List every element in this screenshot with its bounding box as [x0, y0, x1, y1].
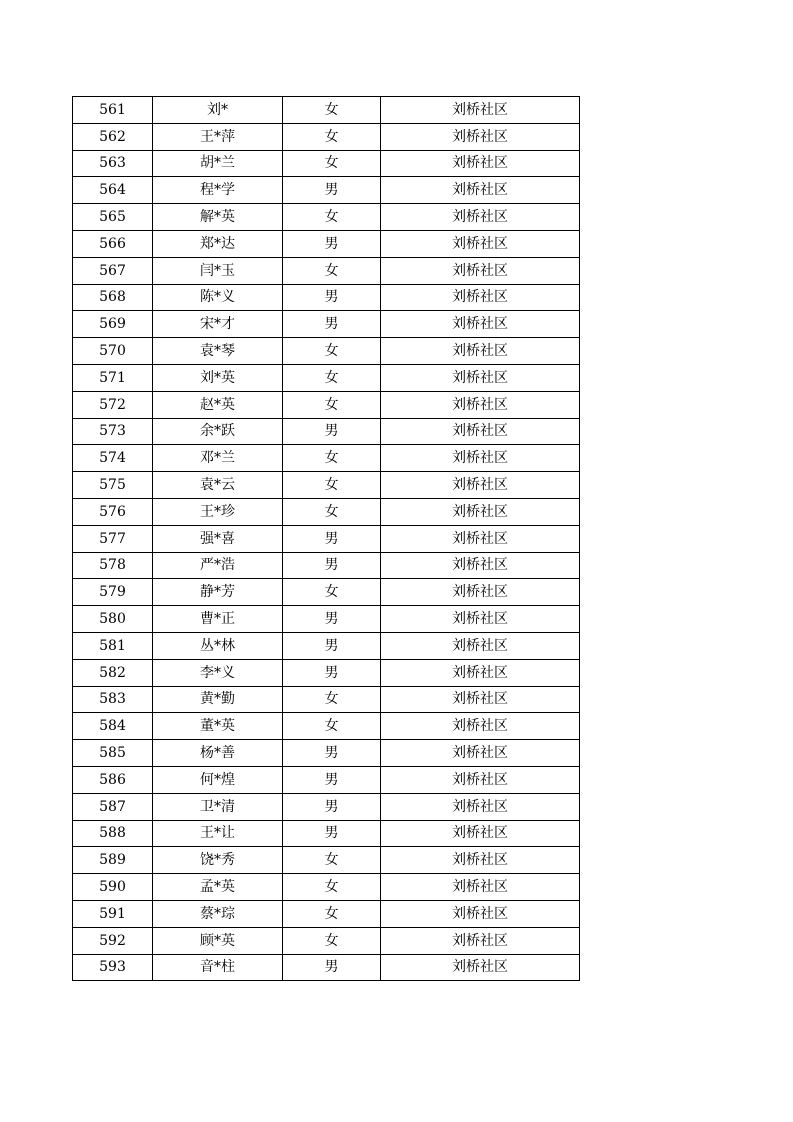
row-number-cell: 562 — [73, 123, 153, 150]
gender-cell: 男 — [283, 820, 381, 847]
row-number-cell: 570 — [73, 338, 153, 365]
row-number-cell: 571 — [73, 364, 153, 391]
table-row — [73, 123, 580, 150]
row-number-cell: 574 — [73, 445, 153, 472]
table-row — [73, 525, 580, 552]
gender-cell: 男 — [283, 311, 381, 338]
table-row — [73, 311, 580, 338]
community-cell: 刘桥社区 — [381, 525, 580, 552]
gender-cell: 女 — [283, 445, 381, 472]
name-cell: 严*浩 — [153, 552, 283, 579]
name-cell: 程*学 — [153, 177, 283, 204]
table-row — [73, 659, 580, 686]
table-row — [73, 820, 580, 847]
name-cell: 顾*英 — [153, 927, 283, 954]
gender-cell: 女 — [283, 900, 381, 927]
gender-cell: 男 — [283, 525, 381, 552]
table-row — [73, 97, 580, 124]
name-cell: 宋*才 — [153, 311, 283, 338]
gender-cell: 女 — [283, 686, 381, 713]
name-cell: 杨*善 — [153, 740, 283, 767]
row-number-cell: 568 — [73, 284, 153, 311]
community-cell: 刘桥社区 — [381, 338, 580, 365]
name-cell: 郑*达 — [153, 230, 283, 257]
gender-cell: 男 — [283, 606, 381, 633]
table-row — [73, 766, 580, 793]
row-number-cell: 578 — [73, 552, 153, 579]
community-cell: 刘桥社区 — [381, 927, 580, 954]
gender-cell: 女 — [283, 927, 381, 954]
name-cell: 李*义 — [153, 659, 283, 686]
community-cell: 刘桥社区 — [381, 766, 580, 793]
gender-cell: 女 — [283, 257, 381, 284]
community-cell: 刘桥社区 — [381, 713, 580, 740]
row-number-cell: 576 — [73, 498, 153, 525]
gender-cell: 女 — [283, 391, 381, 418]
gender-cell: 女 — [283, 472, 381, 499]
community-cell: 刘桥社区 — [381, 150, 580, 177]
table-row — [73, 445, 580, 472]
row-number-cell: 572 — [73, 391, 153, 418]
table-row — [73, 713, 580, 740]
name-cell: 董*英 — [153, 713, 283, 740]
table-row — [73, 284, 580, 311]
row-number-cell: 564 — [73, 177, 153, 204]
table-row — [73, 391, 580, 418]
row-number-cell: 565 — [73, 204, 153, 231]
table-row — [73, 364, 580, 391]
gender-cell: 男 — [283, 766, 381, 793]
row-number-cell: 580 — [73, 606, 153, 633]
row-number-cell: 586 — [73, 766, 153, 793]
name-cell: 蔡*琮 — [153, 900, 283, 927]
gender-cell: 女 — [283, 97, 381, 124]
table-row — [73, 632, 580, 659]
gender-cell: 男 — [283, 552, 381, 579]
table-row — [73, 338, 580, 365]
name-cell: 曹*正 — [153, 606, 283, 633]
gender-cell: 男 — [283, 954, 381, 981]
community-cell: 刘桥社区 — [381, 97, 580, 124]
name-cell: 丛*林 — [153, 632, 283, 659]
community-cell: 刘桥社区 — [381, 874, 580, 901]
table-row — [73, 472, 580, 499]
table-row — [73, 606, 580, 633]
row-number-cell: 581 — [73, 632, 153, 659]
name-cell: 黄*勤 — [153, 686, 283, 713]
table-row — [73, 498, 580, 525]
gender-cell: 男 — [283, 740, 381, 767]
table-row — [73, 204, 580, 231]
community-cell: 刘桥社区 — [381, 740, 580, 767]
row-number-cell: 593 — [73, 954, 153, 981]
table-row — [73, 686, 580, 713]
row-number-cell: 583 — [73, 686, 153, 713]
row-number-cell: 575 — [73, 472, 153, 499]
row-number-cell: 561 — [73, 97, 153, 124]
community-cell: 刘桥社区 — [381, 445, 580, 472]
gender-cell: 女 — [283, 713, 381, 740]
table-row — [73, 847, 580, 874]
row-number-cell: 582 — [73, 659, 153, 686]
name-cell: 音*柱 — [153, 954, 283, 981]
community-cell: 刘桥社区 — [381, 632, 580, 659]
community-cell: 刘桥社区 — [381, 257, 580, 284]
community-cell: 刘桥社区 — [381, 123, 580, 150]
name-cell: 何*煌 — [153, 766, 283, 793]
gender-cell: 女 — [283, 364, 381, 391]
gender-cell: 女 — [283, 150, 381, 177]
gender-cell: 女 — [283, 579, 381, 606]
name-cell: 王*萍 — [153, 123, 283, 150]
community-cell: 刘桥社区 — [381, 311, 580, 338]
community-cell: 刘桥社区 — [381, 579, 580, 606]
row-number-cell: 567 — [73, 257, 153, 284]
gender-cell: 男 — [283, 793, 381, 820]
table-row — [73, 793, 580, 820]
name-cell: 袁*琴 — [153, 338, 283, 365]
name-cell: 赵*英 — [153, 391, 283, 418]
name-cell: 胡*兰 — [153, 150, 283, 177]
community-cell: 刘桥社区 — [381, 364, 580, 391]
name-cell: 刘* — [153, 97, 283, 124]
community-cell: 刘桥社区 — [381, 418, 580, 445]
community-cell: 刘桥社区 — [381, 204, 580, 231]
row-number-cell: 566 — [73, 230, 153, 257]
gender-cell: 男 — [283, 418, 381, 445]
community-cell: 刘桥社区 — [381, 820, 580, 847]
row-number-cell: 585 — [73, 740, 153, 767]
table-row — [73, 552, 580, 579]
name-cell: 王*珍 — [153, 498, 283, 525]
row-number-cell: 592 — [73, 927, 153, 954]
table-row — [73, 579, 580, 606]
table-row — [73, 257, 580, 284]
name-cell: 王*让 — [153, 820, 283, 847]
name-cell: 袁*云 — [153, 472, 283, 499]
row-number-cell: 591 — [73, 900, 153, 927]
name-cell: 孟*英 — [153, 874, 283, 901]
table-row — [73, 230, 580, 257]
community-cell: 刘桥社区 — [381, 391, 580, 418]
row-number-cell: 590 — [73, 874, 153, 901]
gender-cell: 男 — [283, 632, 381, 659]
community-cell: 刘桥社区 — [381, 659, 580, 686]
community-cell: 刘桥社区 — [381, 472, 580, 499]
gender-cell: 男 — [283, 659, 381, 686]
gender-cell: 女 — [283, 874, 381, 901]
community-cell: 刘桥社区 — [381, 847, 580, 874]
row-number-cell: 563 — [73, 150, 153, 177]
gender-cell: 女 — [283, 338, 381, 365]
community-cell: 刘桥社区 — [381, 177, 580, 204]
roster-table-body — [73, 97, 580, 981]
name-cell: 陈*义 — [153, 284, 283, 311]
table-row — [73, 874, 580, 901]
name-cell: 静*芳 — [153, 579, 283, 606]
community-cell: 刘桥社区 — [381, 793, 580, 820]
row-number-cell: 579 — [73, 579, 153, 606]
community-cell: 刘桥社区 — [381, 498, 580, 525]
gender-cell: 女 — [283, 498, 381, 525]
community-cell: 刘桥社区 — [381, 606, 580, 633]
community-cell: 刘桥社区 — [381, 284, 580, 311]
table-row — [73, 150, 580, 177]
gender-cell: 男 — [283, 177, 381, 204]
gender-cell: 女 — [283, 123, 381, 150]
community-cell: 刘桥社区 — [381, 954, 580, 981]
table-row — [73, 418, 580, 445]
table-row — [73, 177, 580, 204]
roster-table — [72, 96, 580, 981]
name-cell: 余*跃 — [153, 418, 283, 445]
gender-cell: 女 — [283, 847, 381, 874]
name-cell: 强*喜 — [153, 525, 283, 552]
name-cell: 饶*秀 — [153, 847, 283, 874]
table-row — [73, 740, 580, 767]
name-cell: 解*英 — [153, 204, 283, 231]
row-number-cell: 569 — [73, 311, 153, 338]
gender-cell: 女 — [283, 204, 381, 231]
row-number-cell: 577 — [73, 525, 153, 552]
gender-cell: 男 — [283, 230, 381, 257]
table-row — [73, 900, 580, 927]
row-number-cell: 589 — [73, 847, 153, 874]
row-number-cell: 584 — [73, 713, 153, 740]
community-cell: 刘桥社区 — [381, 552, 580, 579]
name-cell: 刘*英 — [153, 364, 283, 391]
name-cell: 邓*兰 — [153, 445, 283, 472]
table-row — [73, 927, 580, 954]
community-cell: 刘桥社区 — [381, 230, 580, 257]
gender-cell: 男 — [283, 284, 381, 311]
community-cell: 刘桥社区 — [381, 900, 580, 927]
table-row — [73, 954, 580, 981]
row-number-cell: 587 — [73, 793, 153, 820]
name-cell: 闫*玉 — [153, 257, 283, 284]
community-cell: 刘桥社区 — [381, 686, 580, 713]
row-number-cell: 573 — [73, 418, 153, 445]
name-cell: 卫*清 — [153, 793, 283, 820]
row-number-cell: 588 — [73, 820, 153, 847]
